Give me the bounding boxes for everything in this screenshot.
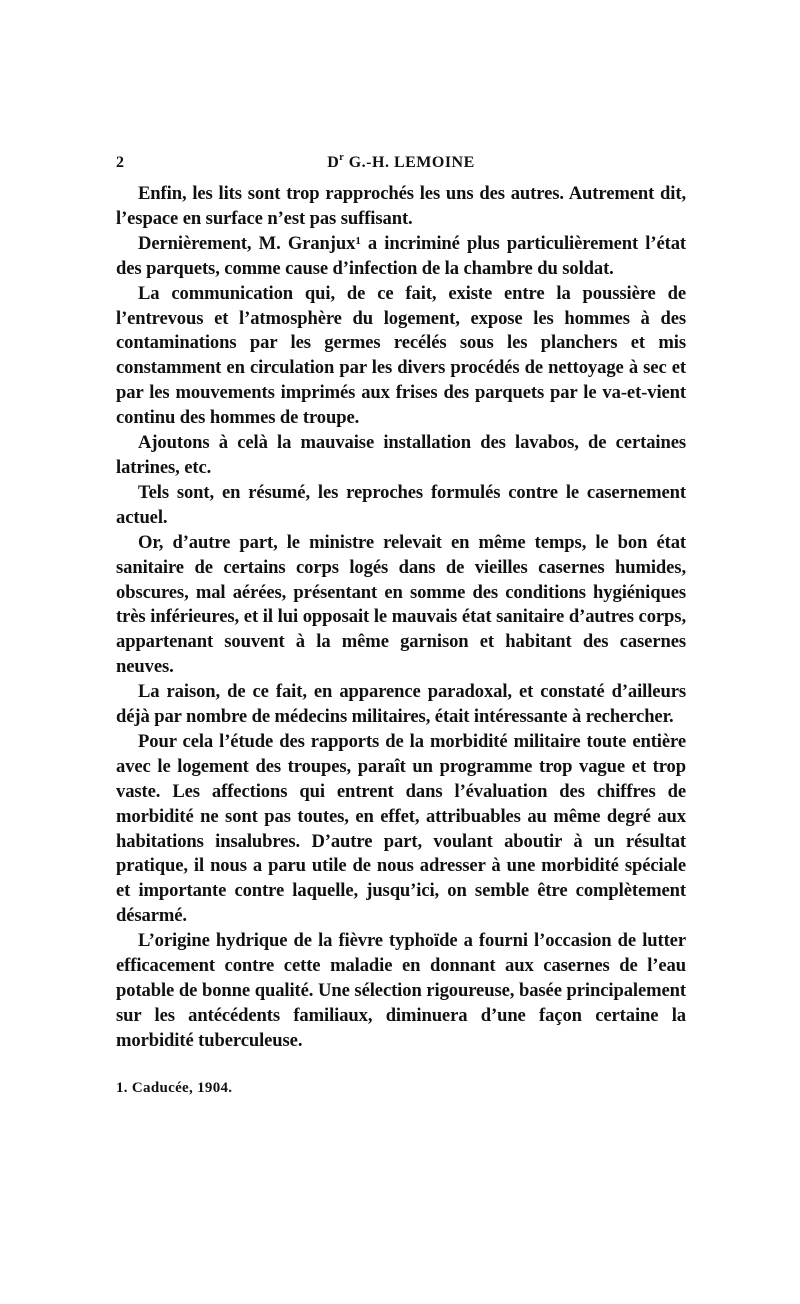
author-prefix: D — [327, 154, 340, 171]
paragraph — [116, 232, 686, 282]
paragraph: Pour cela l’étude des rapports de la morbidité militaire toute entière avec le logement des troupes, paraît un programme trop vague et trop vaste. Les affections qui entrent dans l’évaluation des chiffres de morbidité ne sont pas toutes, en effet, attribuables au même degré aux habitations insalubres. D’autre part, voulant aboutir à un résultat pratique, il nous a paru utile de nous adresser à une morbidité spéciale et importante contre laquelle, jusqu’ici, on semble être complètement désarmé. — [116, 730, 686, 927]
author-prefix-superscript: r — [339, 152, 345, 163]
running-head-title — [116, 154, 686, 172]
paragraph-text: Dernièrement, M. Granjux — [138, 232, 356, 254]
paragraph: La communication qui, de ce fait, existe entre la poussière de l’entrevous et l’atmosphère du logement, expose les hommes à des contaminations par les germes recélés sous les planchers et mis constamment en circulation par les divers procédés de nettoyage à sec et par les mouvements imprimés aux frises des parquets par le va-et-vient continu des hommes de troupe. — [116, 282, 686, 429]
paragraph: La raison, de ce fait, en apparence paradoxal, et constaté d’ailleurs déjà par nombre de médecins militaires, était intéressante à rechercher. — [116, 681, 686, 728]
running-head — [116, 154, 686, 182]
footnote-reference: 1 — [355, 234, 361, 247]
paragraph: Enfin, les lits sont trop rapprochés les uns des autres. Autrement dit, l’espace en surface n’est pas suffisant. — [116, 183, 686, 229]
paragraph-text: a incriminé plus particulièrement l’état des parquets, comme cause d’infection de la chambre du soldat. — [116, 232, 686, 279]
paragraph: Tels sont, en résumé, les reproches formulés contre le casernement actuel. — [116, 481, 686, 528]
body-text — [116, 182, 686, 1101]
paragraph: Or, d’autre part, le ministre relevait en même temps, le bon état sanitaire de certains corps logés dans de vieilles casernes humides, obscures, mal aérées, présentant en somme des conditions hygiéniques très inférieures, et il lui opposait le mauvais état sanitaire d’autres corps, appartenant souvent à la même garnison et habitant des casernes neuves. — [116, 531, 686, 678]
paragraph: L’origine hydrique de la fièvre typhoïde a fourni l’occasion de lutter efficacement contre cette maladie en donnant aux casernes de l’eau potable de bonne qualité. Une sélection rigoureuse, basée principalement sur les antécédents familiaux, diminuera d’une façon certaine la morbidité tuberculeuse. — [116, 930, 686, 1051]
page-number: 2 — [116, 154, 125, 171]
page — [116, 154, 686, 1101]
paragraph: Ajoutons à celà la mauvaise installation des lavabos, de certaines latrines, etc. — [116, 432, 686, 478]
footnote: 1. Caducée, 1904. — [116, 1079, 233, 1096]
author-name: G.-H. LEMOINE — [344, 154, 475, 171]
